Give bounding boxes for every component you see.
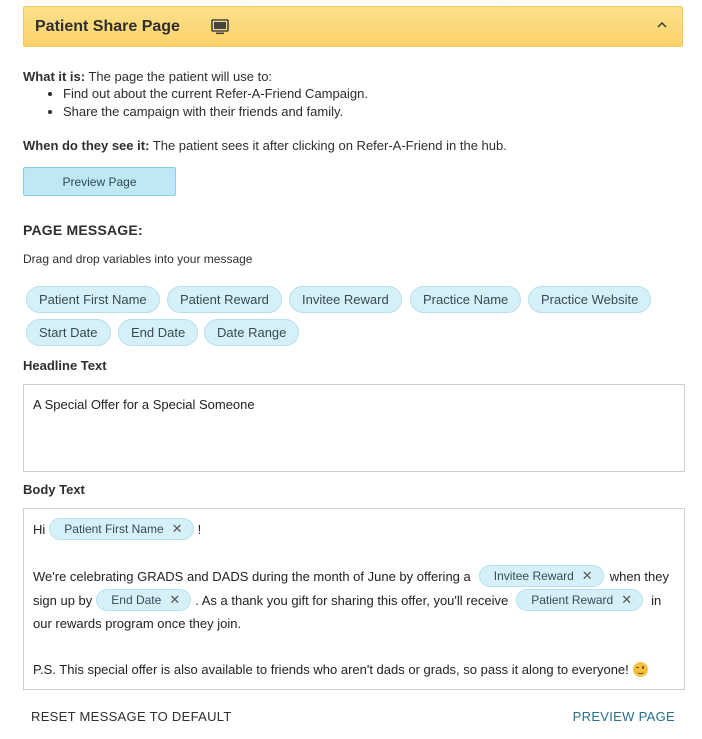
what-it-is [23,68,272,86]
token-label: Patient Reward [531,593,614,607]
token-end-date[interactable] [96,589,191,611]
variable-chip-start-date[interactable]: Start Date [26,319,111,346]
remove-icon[interactable]: ✕ [581,568,593,583]
section-header[interactable] [23,6,683,47]
body-text: ! [197,521,202,537]
preview-page-link[interactable]: PREVIEW PAGE [572,709,675,724]
token-patient-reward[interactable] [516,589,643,611]
body-line [33,662,648,677]
variable-chip-practice-name[interactable]: Practice Name [410,286,521,313]
remove-icon[interactable]: ✕ [621,592,633,607]
body-line: our rewards program once they join. [33,616,242,631]
token-label: Invitee Reward [493,569,574,583]
body-text: . As a thank you gift for sharing this offer, you'll receive [195,592,509,608]
when-label: When do they see it: [23,138,150,153]
purpose-list [48,85,368,121]
body-text: in [651,592,662,608]
what-text: The page the patient will use to: [85,69,273,84]
when-they-see-it [23,137,507,155]
body-line [33,565,669,587]
headline-input[interactable]: A Special Offer for a Special Someone [23,384,685,472]
body-text: sign up by [33,592,93,608]
body-editor[interactable] [23,508,685,690]
body-line [33,589,661,611]
variable-chip-date-range[interactable]: Date Range [204,319,299,346]
variable-chip-patient-reward[interactable]: Patient Reward [167,286,282,313]
variable-chip-patient-first-name[interactable]: Patient First Name [26,286,160,313]
variable-chip-end-date[interactable]: End Date [118,319,198,346]
token-label: Patient First Name [64,522,164,536]
when-text: The patient sees it after clicking on Refer-A-Friend in the hub. [149,138,507,153]
headline-label: Headline Text [23,358,107,373]
page-message-title: PAGE MESSAGE: [23,222,143,238]
section-title: Patient Share Page [35,17,180,35]
wink-emoji-icon [633,662,648,677]
variable-chip-invitee-reward[interactable]: Invitee Reward [289,286,402,313]
list-item: • Find out about the current Refer-A-Friend Campaign. [63,85,368,103]
body-line [33,518,201,540]
token-label: End Date [111,593,162,607]
what-label: What it is: [23,69,86,84]
remove-icon[interactable]: ✕ [169,592,181,607]
body-text: We're celebrating GRADS and DADS during the month of June by offering a [33,568,471,584]
reset-message-button[interactable]: RESET MESSAGE TO DEFAULT [31,709,232,724]
remove-icon[interactable]: ✕ [171,521,183,536]
drag-drop-hint: Drag and drop variables into your message [23,252,253,266]
body-text: when they [609,568,669,584]
body-label: Body Text [23,482,85,497]
token-patient-first-name[interactable] [49,518,193,540]
body-text: Hi [33,521,46,537]
chevron-up-icon[interactable] [656,19,668,31]
token-invitee-reward[interactable] [479,565,604,587]
list-item: • Share the campaign with their friends and family. [63,103,368,121]
monitor-icon [211,19,229,35]
preview-page-button[interactable]: Preview Page [23,167,176,196]
body-text: P.S. This special offer is also available to friends who aren't dads or grads, so pass it along to everyone! [33,662,629,677]
variable-chip-practice-website[interactable]: Practice Website [528,286,651,313]
